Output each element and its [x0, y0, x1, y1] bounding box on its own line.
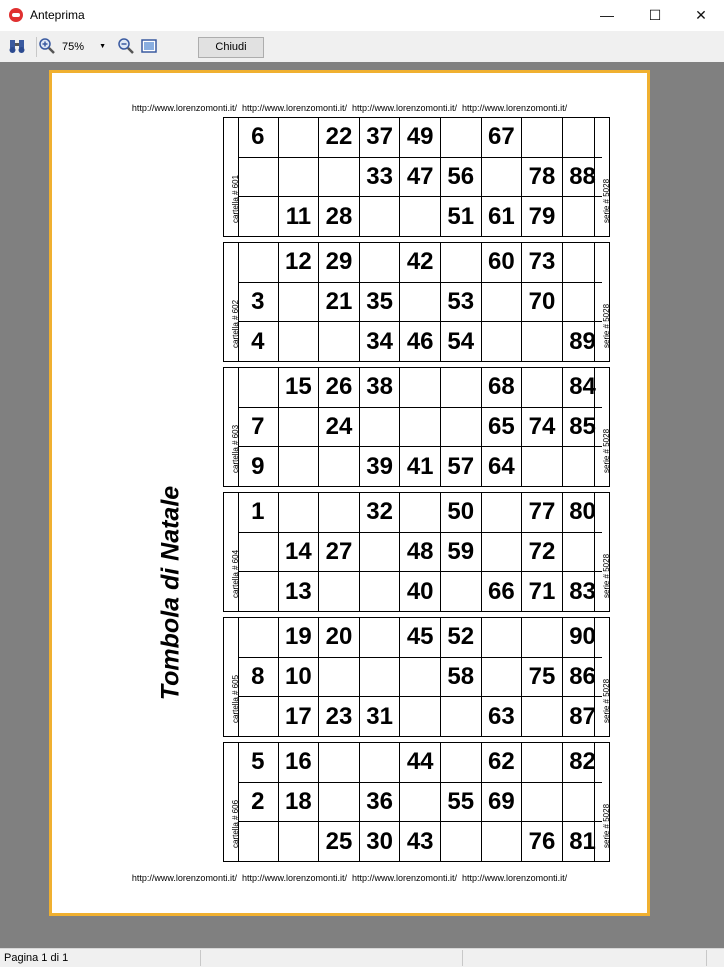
ticket-cell: 87 [562, 697, 602, 736]
ticket-row [238, 618, 602, 657]
ticket-cell [440, 743, 481, 782]
ticket-label: cartella # 601 [224, 118, 239, 236]
ticket-cell [278, 407, 319, 447]
ticket-cell [278, 118, 319, 157]
ticket-cell: 13 [278, 572, 319, 611]
ticket-cell: 4 [238, 322, 278, 361]
ticket-cell [522, 782, 563, 822]
ticket-cell: 31 [359, 697, 400, 736]
ticket-cell [278, 447, 319, 486]
ticket [223, 742, 610, 862]
ticket-cell: 57 [440, 447, 481, 486]
ticket-cell [238, 197, 278, 236]
ticket-cell [238, 697, 278, 736]
ticket-cell [359, 407, 400, 447]
close-window-button[interactable]: ✕ [695, 7, 707, 23]
ticket-cell: 49 [400, 118, 441, 157]
ticket-cell [440, 368, 481, 407]
ticket-cell: 58 [440, 657, 481, 697]
ticket-cell: 45 [400, 618, 441, 657]
ticket-cell: 69 [481, 782, 522, 822]
ticket-grid [238, 118, 602, 236]
ticket-cell [319, 782, 360, 822]
minimize-button[interactable]: — [600, 7, 614, 23]
ticket-row [238, 572, 602, 611]
ticket-row [238, 532, 602, 572]
ticket-cell: 63 [481, 697, 522, 736]
ticket-cell: 48 [400, 532, 441, 572]
ticket-cell: 75 [522, 657, 563, 697]
ticket-cell [319, 447, 360, 486]
ticket-cell: 82 [562, 743, 602, 782]
ticket-cell: 32 [359, 493, 400, 532]
ticket-cell [238, 572, 278, 611]
ticket-cell [400, 657, 441, 697]
ticket-cell [359, 657, 400, 697]
serie-label: serie # 5028 [594, 743, 609, 861]
ticket-row [238, 197, 602, 236]
ticket-cell: 21 [319, 282, 360, 322]
status-divider [462, 950, 463, 966]
ticket-cell [400, 282, 441, 322]
ticket-cell [522, 447, 563, 486]
ticket-cell: 80 [562, 493, 602, 532]
ticket-cell [238, 368, 278, 407]
ticket-cell: 14 [278, 532, 319, 572]
serie-label: serie # 5028 [594, 618, 609, 736]
ticket-grid [238, 493, 602, 611]
ticket-cell [400, 782, 441, 822]
ticket-cell: 46 [400, 322, 441, 361]
ticket-cell: 89 [562, 322, 602, 361]
ticket-cell [400, 493, 441, 532]
ticket-cell: 88 [562, 157, 602, 197]
ticket-cell [481, 532, 522, 572]
ticket-cell: 79 [522, 197, 563, 236]
ticket-cell [440, 572, 481, 611]
ticket-cell: 15 [278, 368, 319, 407]
ticket-cell [481, 493, 522, 532]
ticket-cell [319, 493, 360, 532]
ticket-cell: 74 [522, 407, 563, 447]
ticket-row [238, 657, 602, 697]
ticket-cell: 55 [440, 782, 481, 822]
ticket-cell: 70 [522, 282, 563, 322]
serie-label: serie # 5028 [594, 493, 609, 611]
ticket-label: cartella # 605 [224, 618, 239, 736]
ticket-cell [359, 243, 400, 282]
ticket-cell: 8 [238, 657, 278, 697]
ticket-cell: 39 [359, 447, 400, 486]
ticket-cell: 77 [522, 493, 563, 532]
ticket-cell: 86 [562, 657, 602, 697]
ticket-cell: 30 [359, 822, 400, 861]
serie-label: serie # 5028 [594, 368, 609, 486]
ticket-cell: 90 [562, 618, 602, 657]
url-footer: http://www.lorenzomonti.it/ http://www.lorenzomonti.it/ http://www.lorenzomonti.it/ http://www.lorenzomonti.it/ [131, 873, 568, 883]
ticket-row [238, 743, 602, 782]
ticket-cell [238, 157, 278, 197]
ticket-cell [400, 697, 441, 736]
ticket-cell: 25 [319, 822, 360, 861]
ticket-cell: 7 [238, 407, 278, 447]
status-divider [200, 950, 201, 966]
ticket-row [238, 822, 602, 861]
ticket-cell [319, 572, 360, 611]
ticket-cell: 51 [440, 197, 481, 236]
ticket-cell [440, 697, 481, 736]
ticket-cell [481, 322, 522, 361]
ticket-row [238, 407, 602, 447]
status-bar [0, 948, 724, 967]
ticket-cell: 12 [278, 243, 319, 282]
ticket-cell: 61 [481, 197, 522, 236]
ticket-cell: 6 [238, 118, 278, 157]
ticket-cell: 59 [440, 532, 481, 572]
maximize-button[interactable]: ☐ [648, 7, 662, 23]
ticket-row [238, 782, 602, 822]
ticket [223, 492, 610, 612]
toolbar [0, 31, 724, 62]
ticket-cell: 26 [319, 368, 360, 407]
ticket-cell [522, 697, 563, 736]
ticket-cell: 72 [522, 532, 563, 572]
ticket-cell [522, 618, 563, 657]
ticket-cell [319, 322, 360, 361]
ticket-cell: 41 [400, 447, 441, 486]
ticket-grid [238, 243, 602, 361]
ticket-cell: 17 [278, 697, 319, 736]
ticket-cell [481, 282, 522, 322]
ticket-row [238, 493, 602, 532]
ticket-cell: 34 [359, 322, 400, 361]
ticket [223, 117, 610, 237]
ticket-cell [278, 157, 319, 197]
ticket-cell: 47 [400, 157, 441, 197]
title-bar [0, 0, 724, 31]
ticket-cell [238, 532, 278, 572]
window-title: Anteprima [30, 8, 85, 22]
ticket-row [238, 447, 602, 486]
ticket-cell [481, 157, 522, 197]
ticket-cell: 68 [481, 368, 522, 407]
ticket-cell [319, 657, 360, 697]
ticket-cell [359, 197, 400, 236]
ticket-cell: 81 [562, 822, 602, 861]
ticket-cell [400, 407, 441, 447]
binoculars-icon[interactable] [8, 37, 26, 55]
ticket-cell [319, 743, 360, 782]
ticket-cell [238, 822, 278, 861]
ticket-cell [359, 572, 400, 611]
ticket-row [238, 368, 602, 407]
ticket-cell: 11 [278, 197, 319, 236]
ticket-cell: 2 [238, 782, 278, 822]
ticket-grid [238, 618, 602, 736]
ticket-cell [440, 822, 481, 861]
ticket-cell: 62 [481, 743, 522, 782]
ticket-cell: 85 [562, 407, 602, 447]
ticket-cell: 18 [278, 782, 319, 822]
ticket-cell: 84 [562, 368, 602, 407]
ticket-cell: 1 [238, 493, 278, 532]
ticket-cell: 65 [481, 407, 522, 447]
ticket-cell: 71 [522, 572, 563, 611]
serie-label: serie # 5028 [594, 118, 609, 236]
ticket-cell: 43 [400, 822, 441, 861]
ticket [223, 367, 610, 487]
status-divider [706, 950, 707, 966]
chevron-down-icon: ▼ [99, 43, 106, 50]
ticket-cell: 60 [481, 243, 522, 282]
ticket-label: cartella # 603 [224, 368, 239, 486]
ticket-cell: 40 [400, 572, 441, 611]
zoom-value: 75% [62, 41, 85, 53]
ticket-cell: 16 [278, 743, 319, 782]
ticket-cell: 50 [440, 493, 481, 532]
ticket-cell [522, 368, 563, 407]
ticket-cell: 53 [440, 282, 481, 322]
ticket-row [238, 282, 602, 322]
ticket-cell: 52 [440, 618, 481, 657]
ticket-cell: 23 [319, 697, 360, 736]
ticket-cell [238, 243, 278, 282]
ticket-cell: 35 [359, 282, 400, 322]
zoom-select[interactable] [62, 39, 108, 55]
page-indicator: Pagina 1 di 1 [4, 952, 69, 964]
ticket-cell [440, 243, 481, 282]
ticket-cell [278, 822, 319, 861]
ticket-cell: 83 [562, 572, 602, 611]
ticket-cell [522, 743, 563, 782]
ticket-cell [481, 822, 522, 861]
ticket-cell: 10 [278, 657, 319, 697]
ticket-cell [278, 322, 319, 361]
ticket-cell: 42 [400, 243, 441, 282]
ticket-row [238, 322, 602, 361]
ticket-cell: 76 [522, 822, 563, 861]
ticket-grid [238, 368, 602, 486]
url-header: http://www.lorenzomonti.it/ http://www.lorenzomonti.it/ http://www.lorenzomonti.it/ http://www.lorenzomonti.it/ [131, 103, 568, 113]
ticket-row [238, 157, 602, 197]
ticket-row [238, 243, 602, 282]
ticket-cell: 66 [481, 572, 522, 611]
ticket-cell: 22 [319, 118, 360, 157]
ticket-cell: 5 [238, 743, 278, 782]
zoom-in-icon[interactable] [38, 37, 56, 55]
ticket-cell: 33 [359, 157, 400, 197]
ticket-cell: 78 [522, 157, 563, 197]
ticket-cell [440, 407, 481, 447]
ticket-cell: 20 [319, 618, 360, 657]
ticket-row [238, 118, 602, 157]
ticket-cell [278, 282, 319, 322]
ticket-cell [359, 532, 400, 572]
ticket-cell [522, 118, 563, 157]
ticket-cell: 67 [481, 118, 522, 157]
ticket-cell: 37 [359, 118, 400, 157]
ticket-cell: 24 [319, 407, 360, 447]
ticket-cell [238, 618, 278, 657]
ticket-cell [319, 157, 360, 197]
ticket-cell: 9 [238, 447, 278, 486]
ticket-cell [400, 197, 441, 236]
ticket-row [238, 697, 602, 736]
ticket-cell: 36 [359, 782, 400, 822]
ticket-cell: 28 [319, 197, 360, 236]
ticket-cell [400, 368, 441, 407]
ticket-cell: 44 [400, 743, 441, 782]
ticket-cell: 64 [481, 447, 522, 486]
ticket-cell: 73 [522, 243, 563, 282]
document-title: Tombola di Natale [156, 485, 185, 701]
ticket-cell [522, 322, 563, 361]
chiudi-button[interactable]: Chiudi [198, 37, 264, 58]
app-icon [9, 8, 23, 22]
zoom-out-icon[interactable] [117, 37, 135, 55]
ticket-cell: 56 [440, 157, 481, 197]
toolbar-separator [36, 37, 37, 57]
ticket-label: cartella # 604 [224, 493, 239, 611]
ticket-cell: 3 [238, 282, 278, 322]
ticket-label: cartella # 606 [224, 743, 239, 861]
ticket-cell [359, 618, 400, 657]
preview-page [52, 73, 647, 913]
ticket-cell: 27 [319, 532, 360, 572]
ticket-cell [440, 118, 481, 157]
ticket-cell [481, 618, 522, 657]
ticket-cell [359, 743, 400, 782]
ticket-cell [481, 657, 522, 697]
ticket-grid [238, 743, 602, 861]
ticket [223, 617, 610, 737]
serie-label: serie # 5028 [594, 243, 609, 361]
ticket-cell: 19 [278, 618, 319, 657]
ticket-cell [278, 493, 319, 532]
ticket-label: cartella # 602 [224, 243, 239, 361]
ticket-cell: 38 [359, 368, 400, 407]
ticket-cell: 54 [440, 322, 481, 361]
page-view-icon[interactable] [140, 37, 158, 55]
ticket [223, 242, 610, 362]
ticket-cell: 29 [319, 243, 360, 282]
